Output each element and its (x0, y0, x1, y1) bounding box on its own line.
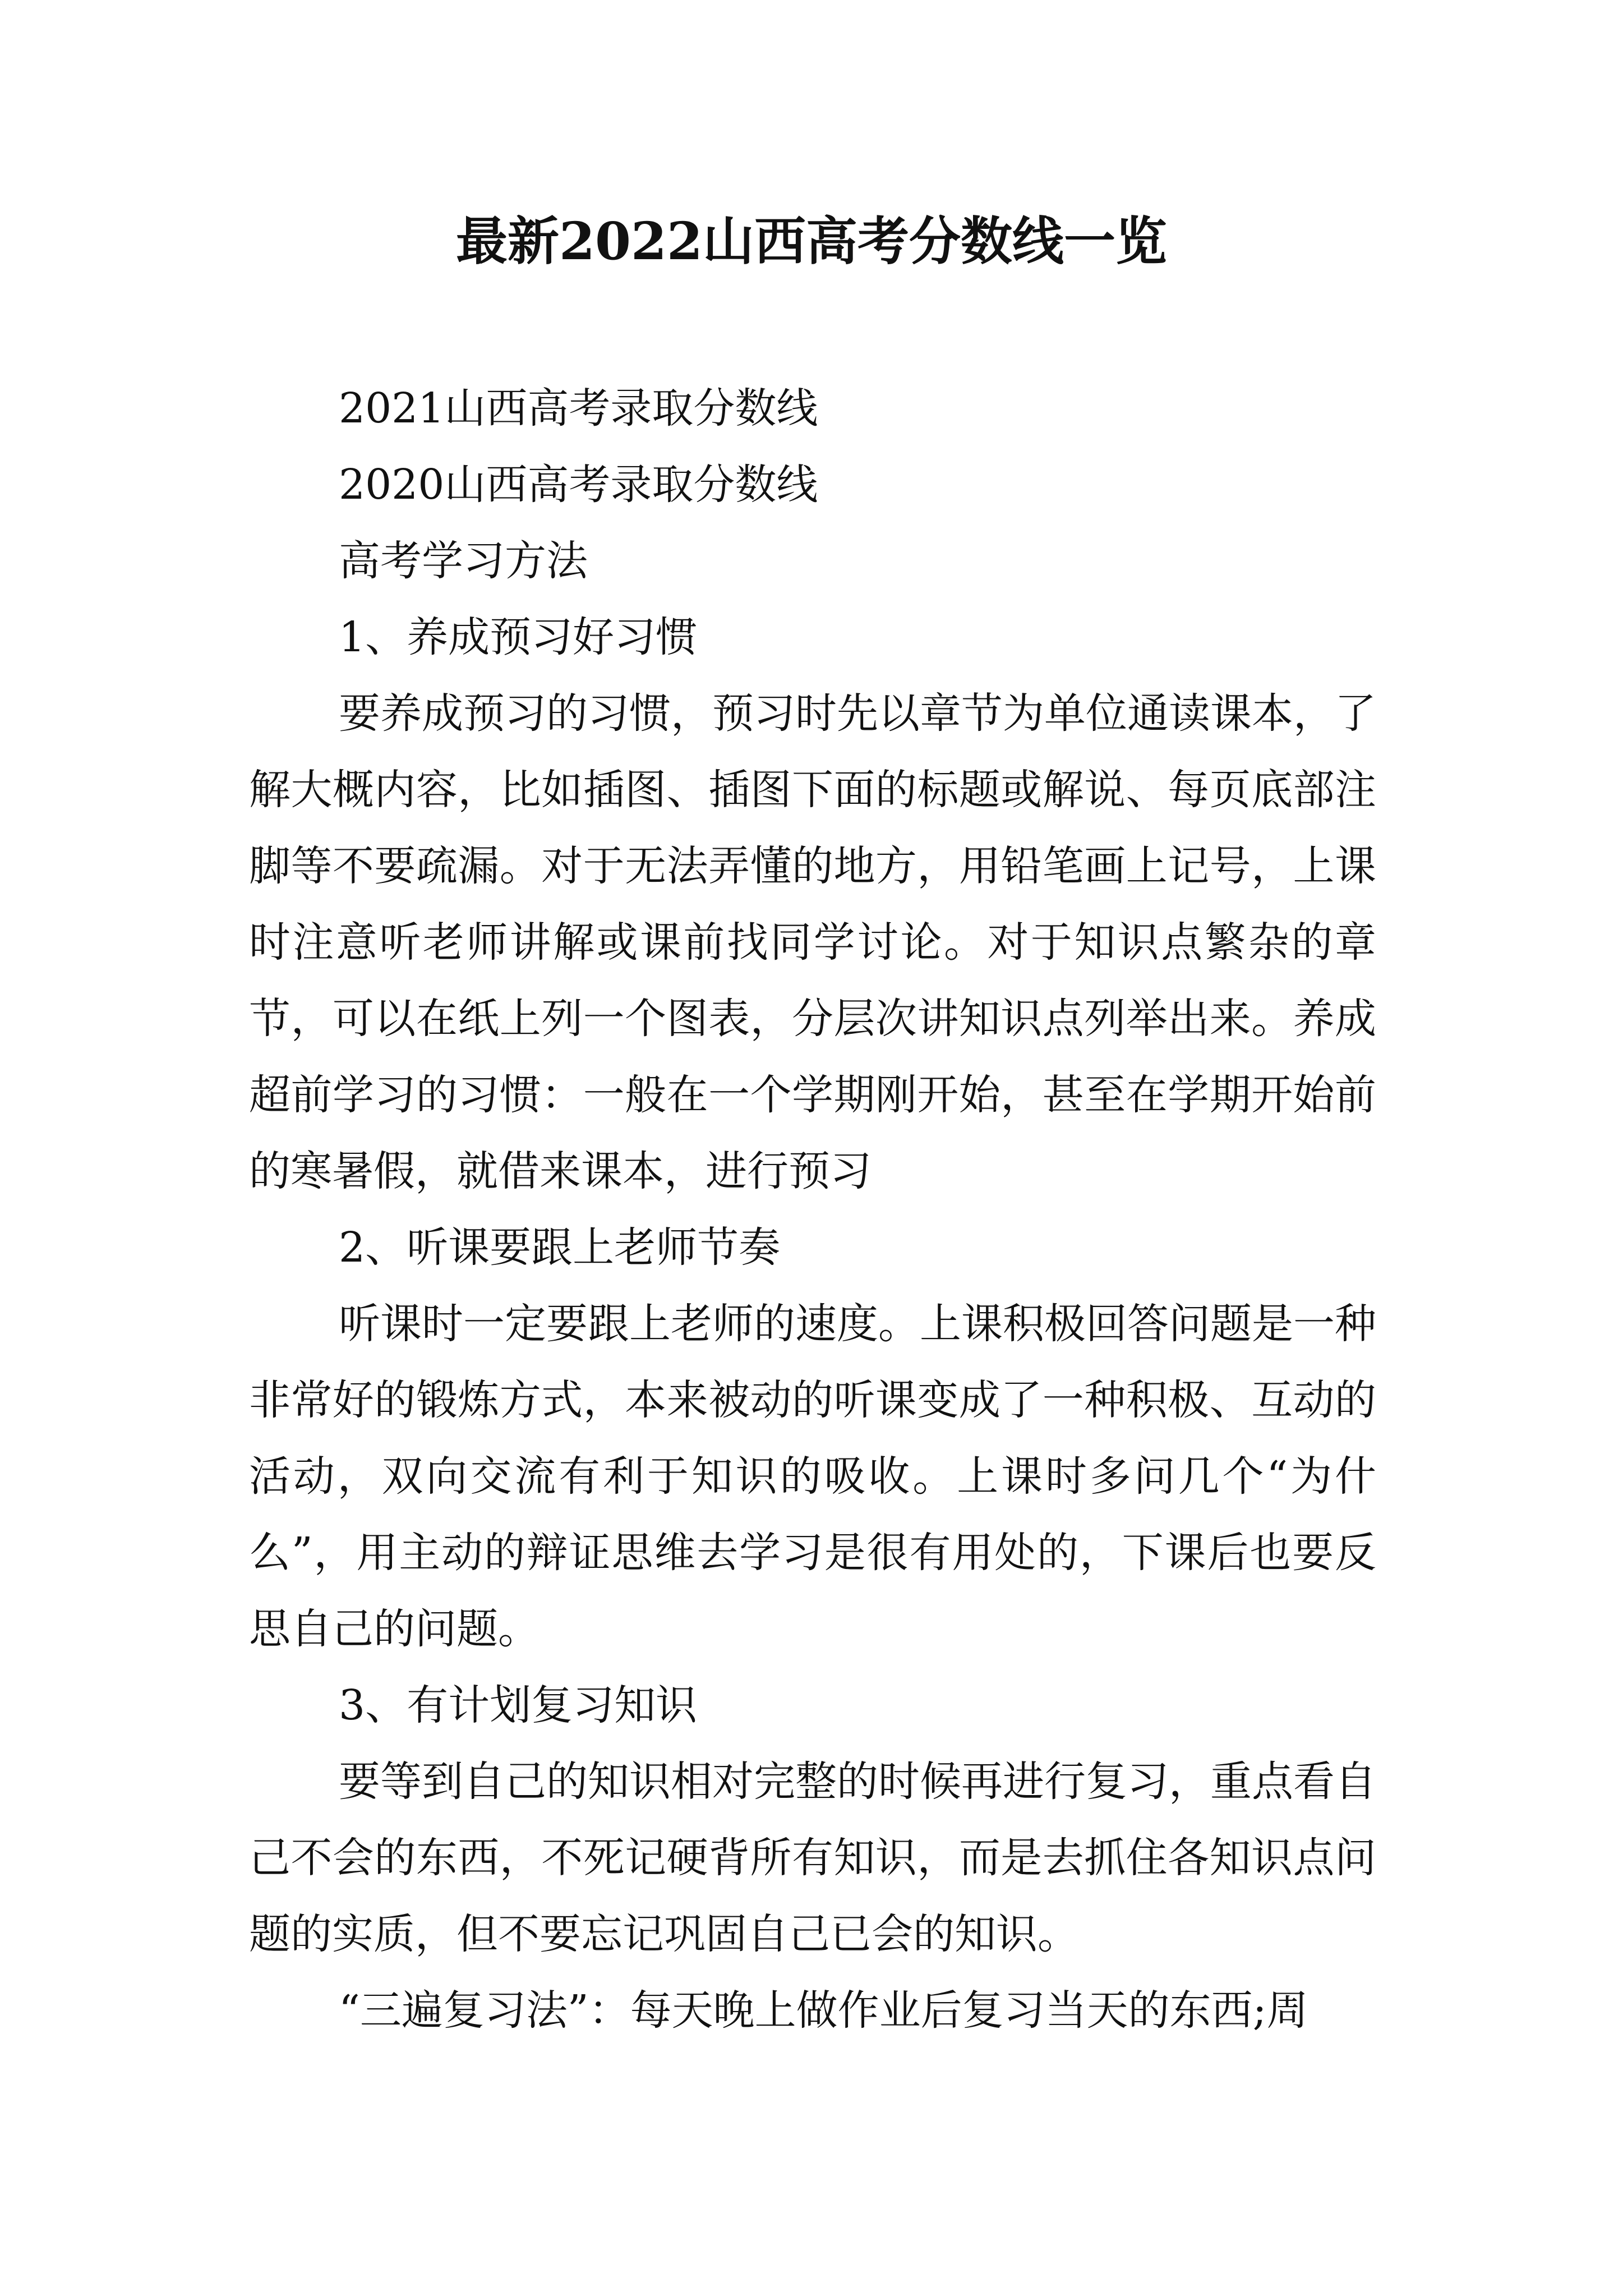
paragraph: 3、有计划复习知识 (339, 1681, 698, 1729)
paragraph: 2、听课要跟上老师节奏 (339, 1223, 781, 1272)
paragraph: 要养成预习的习惯，预习时先以章节为单位通读课本，了解大概内容，比如插图、插图下面的标题或解说、每页底部注脚等不要疏漏。对于无法弄懂的地方，用铅笔画上记号，上课时注意听老师讲解或课前找同学讨论。对于知识点繁杂的章节，可以在纸上列一个图表，分层次讲知识点列举出来。养成超前学习的习惯：一般在一个学期刚开始，甚至在学期开始前的寒暑假，就借来课本，进行预习 (249, 689, 1376, 1195)
paragraph: 1、养成预习好习惯 (339, 613, 698, 661)
paragraph: “三遍复习法”：每天晚上做作业后复习当天的东西;周 (339, 1986, 1308, 2035)
paragraph: 高考学习方法 (339, 537, 588, 585)
paragraph: 2020山西高考录取分数线 (339, 461, 818, 509)
document-title: 最新2022山西高考分数线一览 (455, 211, 1168, 272)
paragraph: 2021山西高考录取分数线 (339, 384, 818, 432)
document-body (249, 370, 1376, 2049)
paragraph: 听课时一定要跟上老师的速度。上课积极回答问题是一种非常好的锻炼方式，本来被动的听课变成了一种积极、互动的活动，双向交流有利于知识的吸收。上课时多问几个“为什么”，用主动的辩证思维去学习是很有用处的，下课后也要反思自己的问题。 (249, 1300, 1376, 1653)
paragraph: 要等到自己的知识相对完整的时候再进行复习，重点看自己不会的东西，不死记硬背所有知识，而是去抓住各知识点问题的实质，但不要忘记巩固自己已会的知识。 (249, 1757, 1376, 1958)
